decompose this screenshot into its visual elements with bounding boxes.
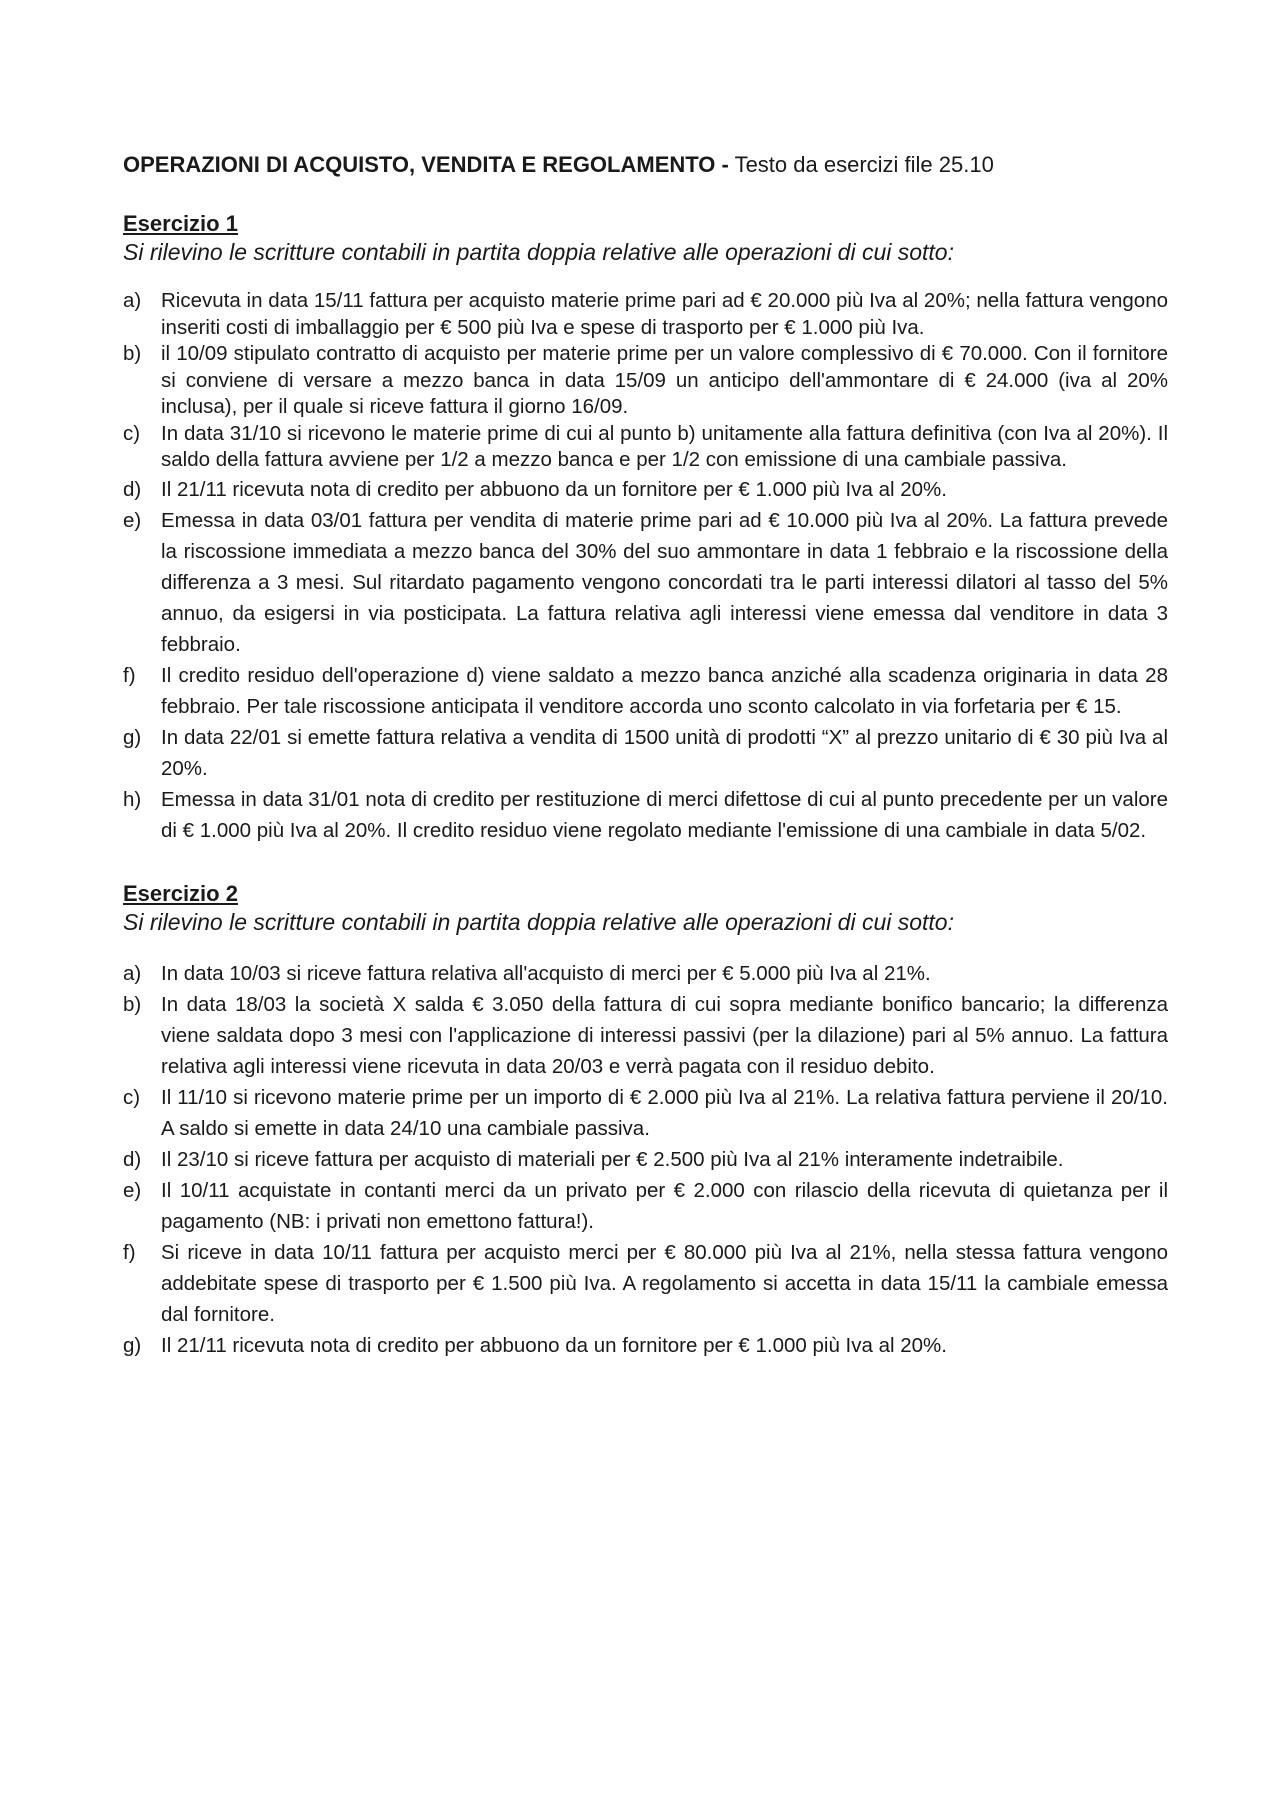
list-item bbox=[123, 1175, 1168, 1237]
item-text: Il 10/11 acquistate in contanti merci da un privato per € 2.000 con rilascio della ricevuta di quietanza per il pagamento (NB: i privati non emettono fattura!). bbox=[161, 1178, 1168, 1233]
item-text: In data 31/10 si ricevono le materie prime di cui al punto b) unitamente alla fattura definitiva (con Iva al 20%). Il saldo della fattura avviene per 1/2 a mezzo banca e per 1/2 con emissione di una cambiale passiva. bbox=[161, 421, 1168, 471]
item-letter: d) bbox=[123, 1147, 142, 1171]
item-letter: b) bbox=[123, 992, 142, 1016]
exercise-1 bbox=[123, 210, 1168, 846]
list-item bbox=[123, 1144, 1168, 1175]
item-letter: g) bbox=[123, 1333, 142, 1357]
list-item bbox=[123, 1082, 1168, 1144]
item-text: In data 18/03 la società X salda € 3.050 della fattura di cui sopra mediante bonifico bancario; la differenza viene saldata dopo 3 mesi con l'applicazione di interessi passivi (per la dilazione) pari al 5% annuo. La fattura relativa agli interessi viene ricevuta in data 20/03 e verrà pagata con il residuo debito. bbox=[161, 992, 1168, 1078]
list-item bbox=[123, 1330, 1168, 1361]
list-item bbox=[123, 784, 1168, 846]
list-item bbox=[123, 288, 1168, 341]
item-text: Il 11/10 si ricevono materie prime per un importo di € 2.000 più Iva al 21%. La relativa fattura perviene il 20/10. A saldo si emette in data 24/10 una cambiale passiva. bbox=[161, 1085, 1168, 1140]
document-body bbox=[123, 150, 1168, 1361]
item-letter: h) bbox=[123, 787, 142, 811]
item-letter: f) bbox=[123, 663, 136, 687]
document-title-main: OPERAZIONI DI ACQUISTO, VENDITA E REGOLAMENTO - bbox=[123, 152, 729, 177]
item-text: Il credito residuo dell'operazione d) viene saldato a mezzo banca anziché alla scadenza originaria in data 28 febbraio. Per tale riscossione anticipata il venditore accorda uno sconto calcolato in via forfetaria per € 15. bbox=[161, 663, 1168, 718]
item-text: Il 23/10 si riceve fattura per acquisto di materiali per € 2.500 più Iva al 21% interamente indetraibile. bbox=[161, 1147, 1064, 1171]
list-item bbox=[123, 421, 1168, 474]
list-item bbox=[123, 958, 1168, 989]
item-letter: a) bbox=[123, 961, 142, 985]
item-text: Il 21/11 ricevuta nota di credito per abbuono da un fornitore per € 1.000 più Iva al 20%. bbox=[161, 1333, 947, 1357]
exercise-1-instruction: Si rilevino le scritture contabili in partita doppia relative alle operazioni di cui sotto: bbox=[123, 239, 954, 265]
list-item bbox=[123, 505, 1168, 660]
exercise-2 bbox=[123, 880, 1168, 1361]
exercise-2-instruction: Si rilevino le scritture contabili in partita doppia relative alle operazioni di cui sotto: bbox=[123, 908, 954, 935]
list-item bbox=[123, 722, 1168, 784]
list-item bbox=[123, 474, 1168, 505]
item-letter: g) bbox=[123, 725, 142, 749]
item-text: Emessa in data 31/01 nota di credito per restituzione di merci difettose di cui al punto precedente per un valore di € 1.000 più Iva al 20%. Il credito residuo viene regolato mediante l'emissione di una cambiale in data 5/02. bbox=[161, 787, 1168, 842]
exercise-1-list bbox=[123, 288, 1168, 846]
exercise-2-list bbox=[123, 958, 1168, 1361]
item-letter: c) bbox=[123, 1085, 141, 1109]
item-letter: f) bbox=[123, 1240, 136, 1264]
list-item bbox=[123, 1237, 1168, 1330]
item-letter: d) bbox=[123, 477, 142, 501]
exercise-2-heading: Esercizio 2 bbox=[123, 880, 238, 906]
item-letter: c) bbox=[123, 421, 141, 445]
item-letter: a) bbox=[123, 289, 142, 312]
list-item bbox=[123, 660, 1168, 722]
exercise-1-heading: Esercizio 1 bbox=[123, 211, 238, 236]
item-letter: e) bbox=[123, 508, 142, 532]
item-letter: e) bbox=[123, 1178, 142, 1202]
item-text: Il 21/11 ricevuta nota di credito per abbuono da un fornitore per € 1.000 più Iva al 20%. bbox=[161, 477, 947, 501]
list-item bbox=[123, 989, 1168, 1082]
item-letter: b) bbox=[123, 342, 142, 365]
document-title-source: Testo da esercizi file 25.10 bbox=[728, 152, 994, 177]
list-item bbox=[123, 341, 1168, 421]
item-text: In data 22/01 si emette fattura relativa a vendita di 1500 unità di prodotti “X” al prezzo unitario di € 30 più Iva al 20%. bbox=[161, 725, 1168, 780]
item-text: Emessa in data 03/01 fattura per vendita di materie prime pari ad € 10.000 più Iva al 20%. La fattura prevede la riscossione immediata a mezzo banca del 30% del suo ammontare in data 1 febbraio e la riscossione della differenza a 3 mesi. Sul ritardato pagamento vengono concordati tra le parti interessi dilatori al tasso del 5% annuo, da esigersi in via posticipata. La fattura relativa agli interessi viene emessa dal venditore in data 3 febbraio. bbox=[161, 508, 1168, 656]
item-text: Ricevuta in data 15/11 fattura per acquisto materie prime pari ad € 20.000 più Iva al 20%; nella fattura vengono inseriti costi di imballaggio per € 500 più Iva e spese di trasporto per € 1.000 più Iva. bbox=[161, 289, 1168, 339]
item-text: In data 10/03 si riceve fattura relativa all'acquisto di merci per € 5.000 più Iva al 21%. bbox=[161, 961, 931, 985]
document-title bbox=[123, 150, 1168, 180]
item-text: il 10/09 stipulato contratto di acquisto per materie prime per un valore complessivo di € 70.000. Con il fornitore si conviene di versare a mezzo banca in data 15/09 un anticipo dell'ammontare di € 24.000 (iva al 20% inclusa), per il quale si riceve fattura il giorno 16/09. bbox=[161, 342, 1168, 418]
item-text: Si riceve in data 10/11 fattura per acquisto merci per € 80.000 più Iva al 21%, nella stessa fattura vengono addebitate spese di trasporto per € 1.500 più Iva. A regolamento si accetta in data 15/11 la cambiale emessa dal fornitore. bbox=[161, 1240, 1168, 1326]
